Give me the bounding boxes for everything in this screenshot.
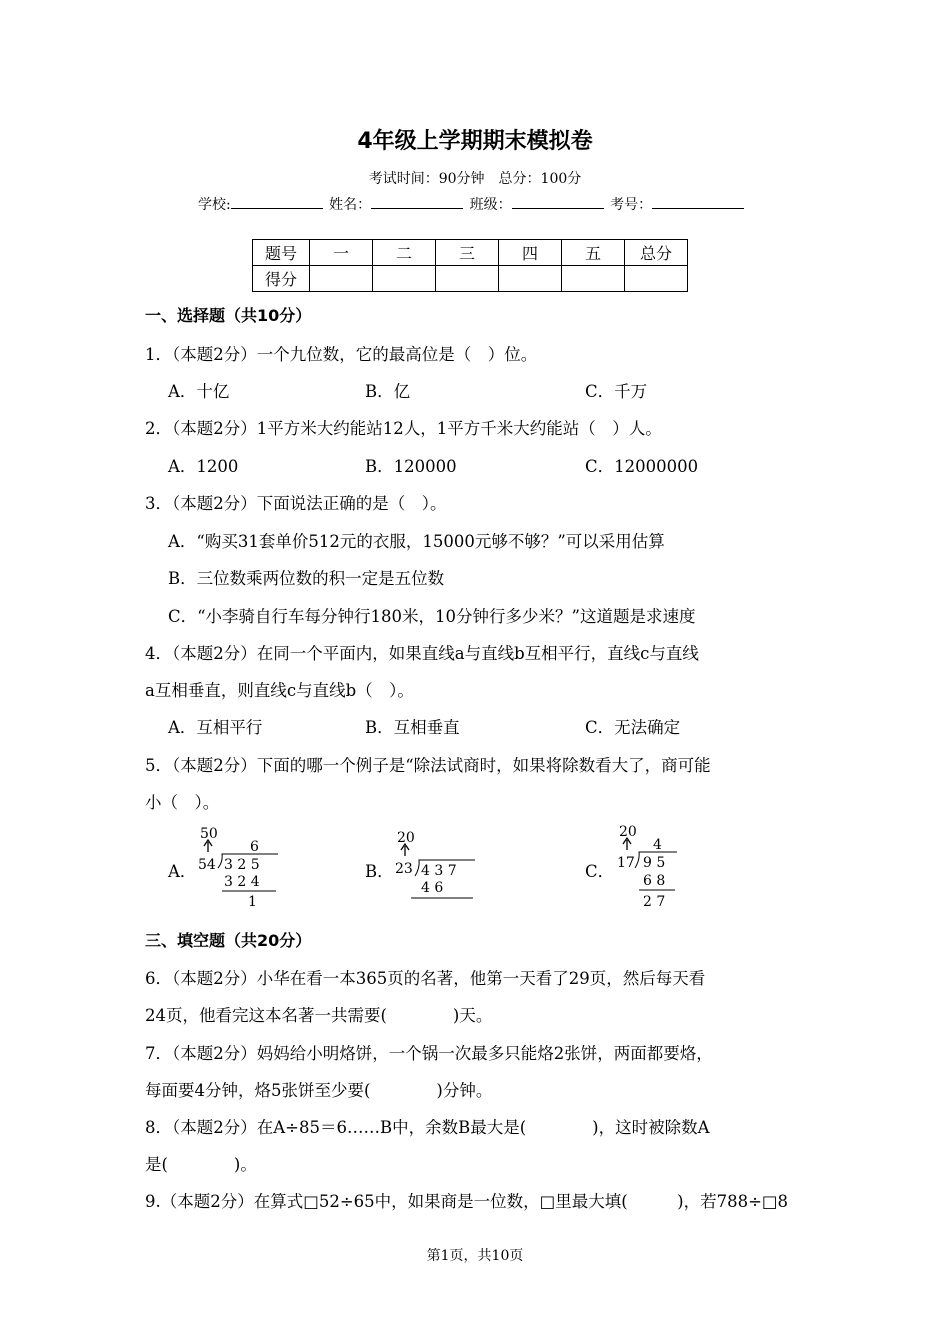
section-heading-fill: 三、填空题（共20分） bbox=[145, 931, 312, 950]
q2-option-c[interactable]: C．12000000 bbox=[585, 457, 699, 476]
fig-c-remainder: 2 7 bbox=[643, 894, 666, 910]
fig-c-approx: 20 bbox=[619, 824, 637, 840]
class-blank[interactable] bbox=[512, 196, 604, 209]
school-label: 学校: bbox=[198, 197, 231, 213]
q5-figure-c bbox=[617, 822, 707, 914]
question-1: 1．（本题2分）一个九位数，它的最高位是（ ）位。 bbox=[145, 345, 538, 364]
score-cell: 题号 bbox=[253, 240, 310, 266]
q3-option-c[interactable]: C．“小李骑自行车每分钟行180米，10分钟行多少米？”这道题是求速度 bbox=[168, 607, 696, 626]
question-3: 3．（本题2分）下面说法正确的是（ ）。 bbox=[145, 494, 447, 513]
fig-b-divisor: 23 bbox=[395, 861, 413, 877]
fig-a-remainder: 1 bbox=[248, 894, 257, 910]
question-7-line2[interactable]: 每面要4分钟，烙5张饼至少要( )分钟。 bbox=[145, 1081, 493, 1100]
question-4-line2: a互相垂直，则直线c与直线b（ ）。 bbox=[145, 681, 414, 700]
question-8-line2[interactable]: 是( )。 bbox=[145, 1155, 257, 1174]
score-table bbox=[252, 239, 688, 292]
school-blank[interactable] bbox=[231, 196, 323, 209]
long-division-a bbox=[198, 824, 288, 914]
question-8-line1[interactable]: 8．（本题2分）在A÷85＝6……B中，余数B最大是( )，这时被除数A bbox=[145, 1118, 710, 1137]
q5-option-c[interactable]: C． bbox=[585, 862, 615, 881]
name-blank[interactable] bbox=[371, 196, 463, 209]
q2-option-a[interactable]: A．1200 bbox=[168, 457, 239, 476]
question-6-line1: 6．（本题2分）小华在看一本365页的名著，他第一天看了29页，然后每天看 bbox=[145, 969, 706, 988]
q5-figure-a bbox=[198, 824, 288, 914]
section-heading-choice: 一、选择题（共10分） bbox=[145, 306, 312, 325]
fig-b-approx: 20 bbox=[397, 830, 415, 846]
score-table-score-row bbox=[253, 266, 688, 292]
fig-c-product: 6 8 bbox=[643, 873, 666, 889]
score-entry[interactable] bbox=[625, 266, 688, 292]
fig-a-dividend: 3 2 5 bbox=[224, 857, 260, 873]
score-cell: 五 bbox=[562, 240, 625, 266]
q5-option-a[interactable]: A． bbox=[168, 862, 197, 881]
exam-number-blank[interactable] bbox=[652, 196, 744, 209]
score-entry[interactable] bbox=[373, 266, 436, 292]
score-table-header-row bbox=[253, 240, 688, 266]
question-4-line1: 4．（本题2分）在同一个平面内，如果直线a与直线b互相平行，直线c与直线 bbox=[145, 644, 699, 663]
score-cell: 得分 bbox=[253, 266, 310, 292]
q4-option-a[interactable]: A．互相平行 bbox=[168, 718, 263, 737]
q1-option-a[interactable]: A．十亿 bbox=[168, 382, 230, 401]
fig-c-dividend: 9 5 bbox=[643, 855, 666, 871]
fig-b-dividend: 4 3 7 bbox=[421, 863, 457, 879]
q1-option-b[interactable]: B．亿 bbox=[365, 382, 411, 401]
score-cell: 二 bbox=[373, 240, 436, 266]
score-entry[interactable] bbox=[562, 266, 625, 292]
exam-subtitle: 考试时间：90分钟 总分：100分 bbox=[368, 171, 582, 187]
long-division-c bbox=[617, 822, 707, 914]
q4-option-b[interactable]: B．互相垂直 bbox=[365, 718, 460, 737]
score-entry[interactable] bbox=[499, 266, 562, 292]
score-cell: 四 bbox=[499, 240, 562, 266]
score-cell: 三 bbox=[436, 240, 499, 266]
question-2: 2．（本题2分）1平方米大约能站12人，1平方千米大约能站（ ）人。 bbox=[145, 419, 662, 438]
score-cell: 总分 bbox=[625, 240, 688, 266]
exam-number-label: 考号： bbox=[610, 197, 653, 213]
q2-option-b[interactable]: B．120000 bbox=[365, 457, 457, 476]
q1-option-c[interactable]: C．千万 bbox=[585, 382, 648, 401]
question-5-line2: 小（ ）。 bbox=[145, 793, 220, 812]
fig-c-divisor: 17 bbox=[617, 855, 635, 871]
long-division-b bbox=[395, 828, 485, 908]
score-entry[interactable] bbox=[436, 266, 499, 292]
q5-figure-b bbox=[395, 828, 485, 908]
question-7-line1: 7．（本题2分）妈妈给小明烙饼，一个锅一次最多只能烙2张饼，两面都要烙， bbox=[145, 1044, 713, 1063]
page-footer: 第1页，共10页 bbox=[426, 1248, 524, 1264]
q5-option-b[interactable]: B． bbox=[365, 862, 394, 881]
q3-option-a[interactable]: A．“购买31套单价512元的衣服，15000元够不够？”可以采用估算 bbox=[168, 532, 665, 551]
student-info bbox=[198, 194, 746, 214]
question-6-line2[interactable]: 24页，他看完这本名著一共需要( )天。 bbox=[145, 1006, 493, 1025]
score-cell: 一 bbox=[310, 240, 373, 266]
fig-c-quotient: 4 bbox=[653, 837, 662, 853]
fig-a-quotient: 6 bbox=[250, 839, 259, 855]
question-9-line1[interactable]: 9.（本题2分）在算式□52÷65中，如果商是一位数，□里最大填( )，若788÷□8 bbox=[145, 1192, 789, 1211]
page-title: 4年级上学期期末模拟卷 bbox=[357, 129, 593, 154]
class-label: 班级： bbox=[469, 197, 512, 213]
name-label: 姓名： bbox=[329, 197, 372, 213]
q3-option-b[interactable]: B．三位数乘两位数的积一定是五位数 bbox=[168, 569, 445, 588]
q4-option-c[interactable]: C．无法确定 bbox=[585, 718, 681, 737]
fig-b-product: 4 6 bbox=[421, 880, 444, 896]
score-entry[interactable] bbox=[310, 266, 373, 292]
fig-a-divisor: 54 bbox=[198, 857, 216, 873]
fig-a-approx: 50 bbox=[200, 826, 218, 842]
fig-a-product: 3 2 4 bbox=[224, 874, 260, 890]
question-5-line1: 5．（本题2分）下面的哪一个例子是“除法试商时，如果将除数看大了，商可能 bbox=[145, 756, 711, 775]
